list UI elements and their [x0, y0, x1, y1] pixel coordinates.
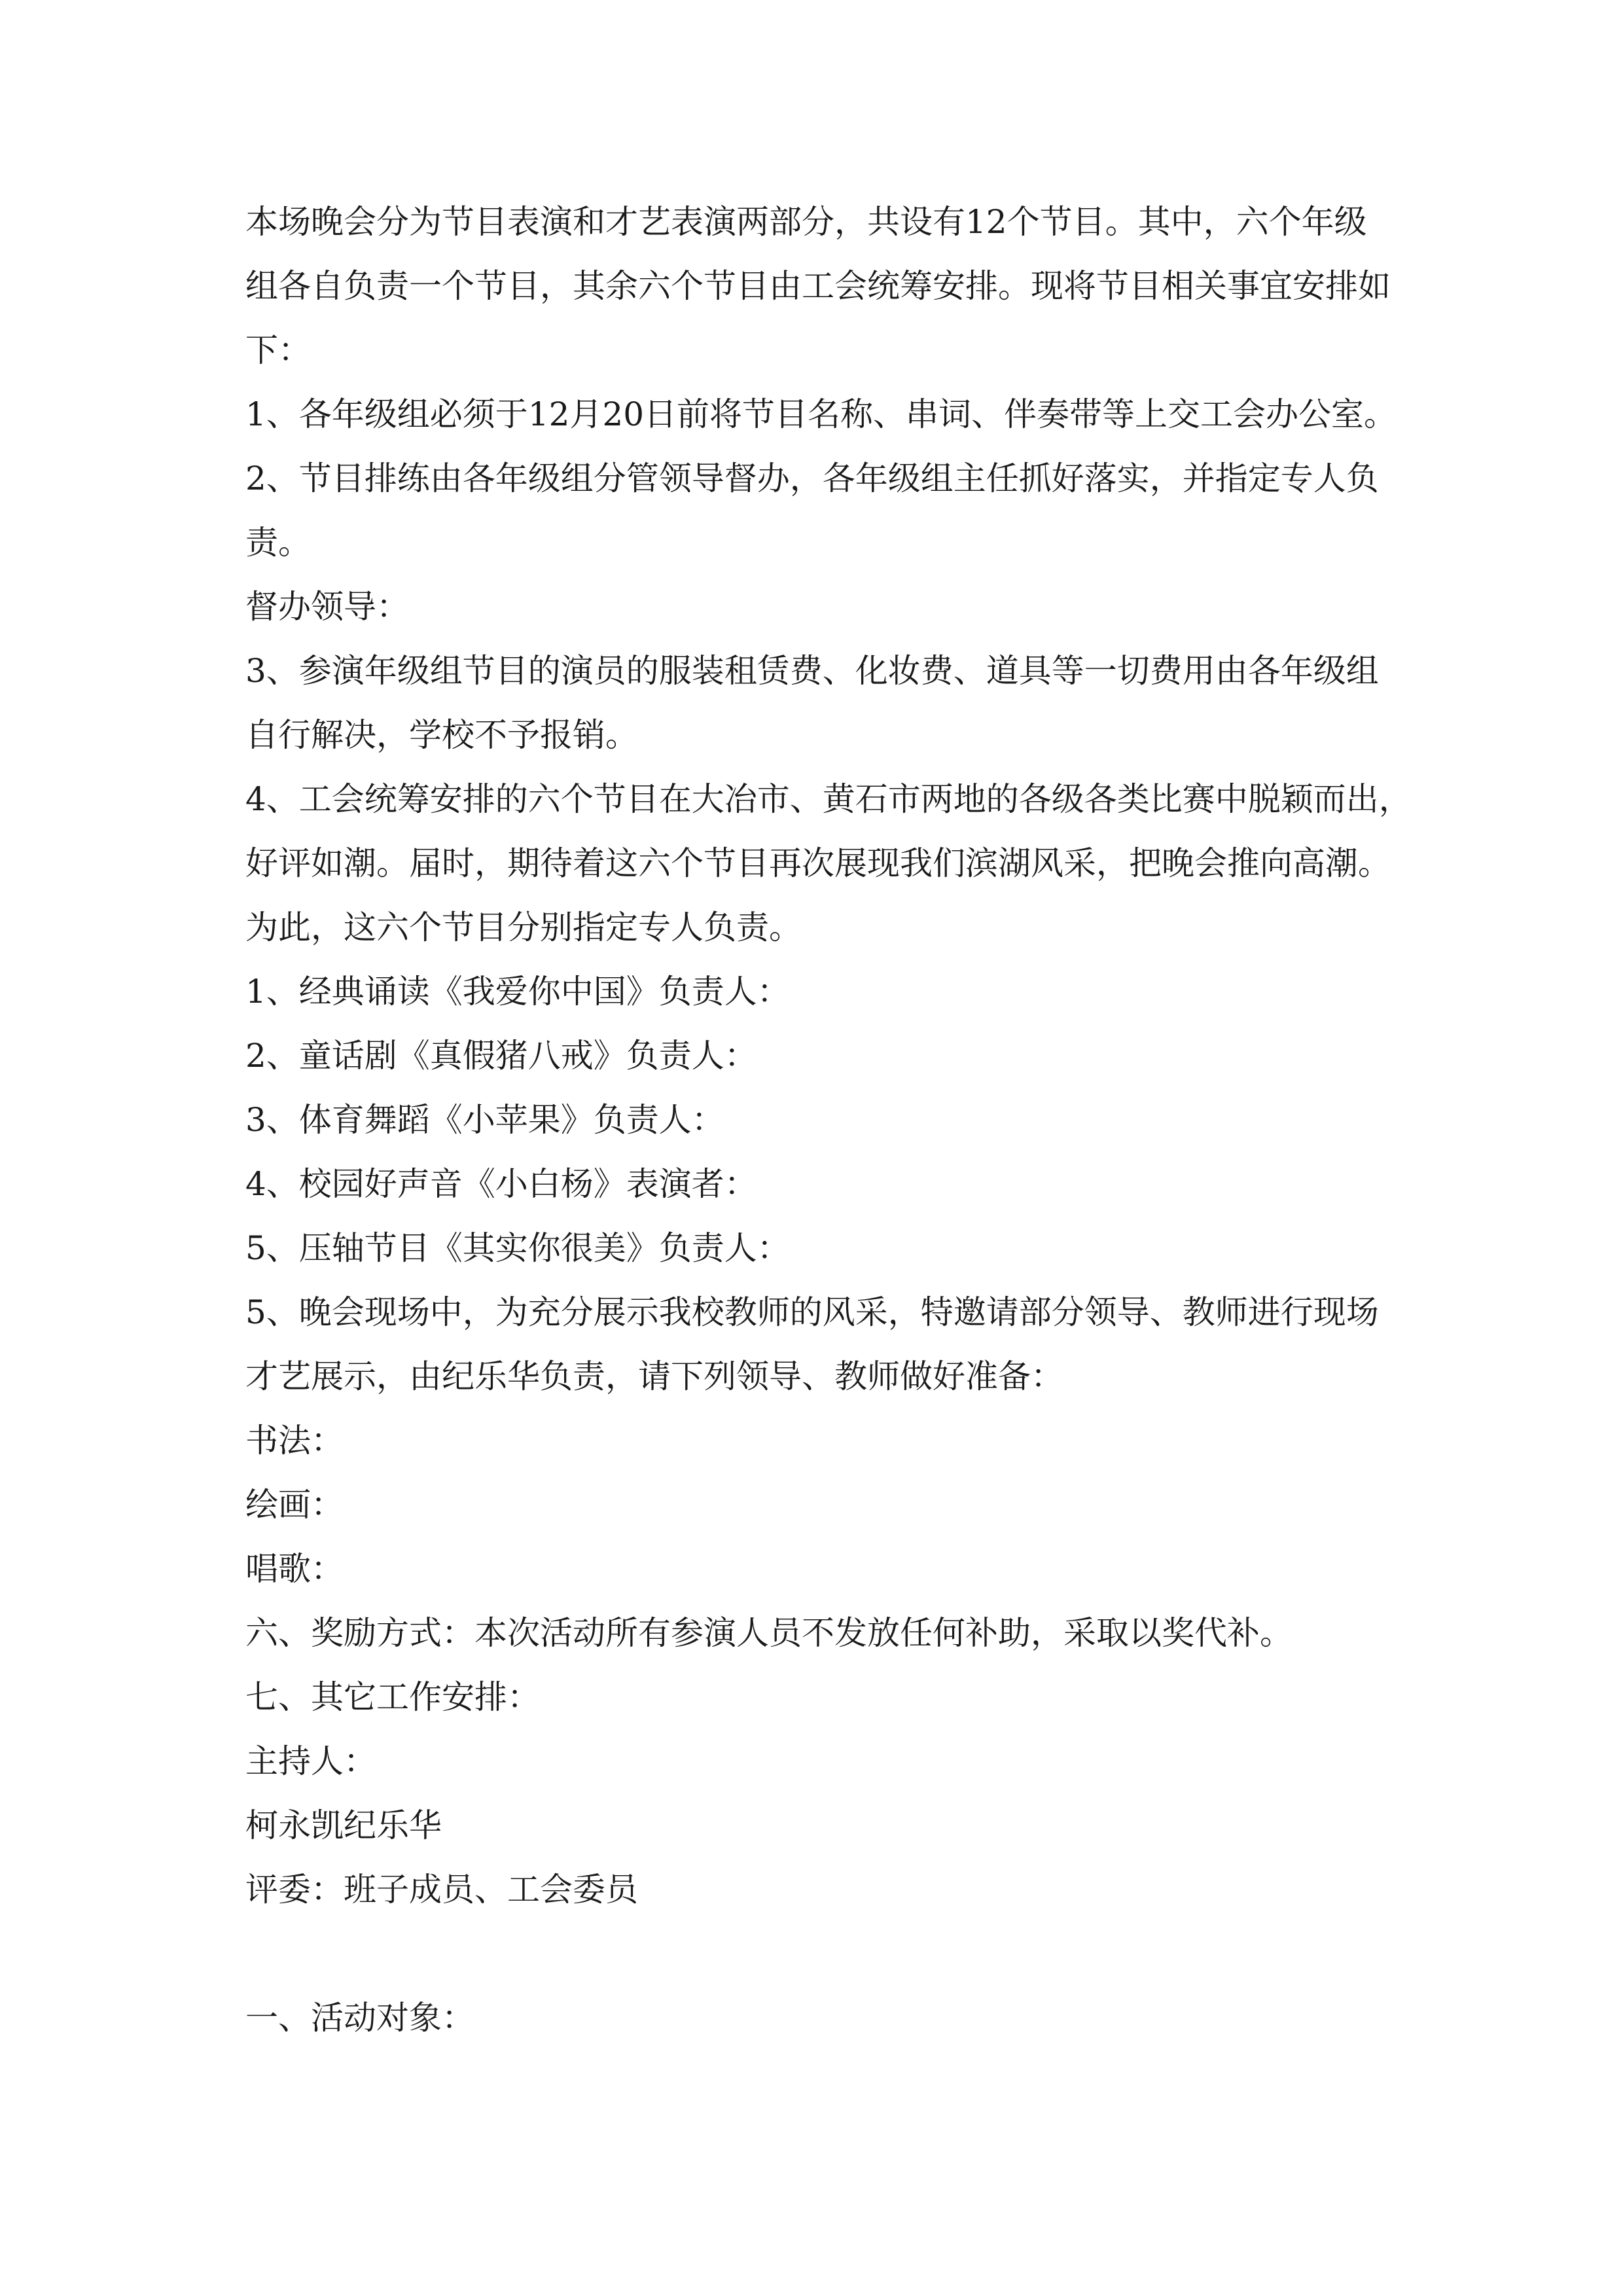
text-line: 3、参演年级组节目的演员的服装租赁费、化妆费、道具等一切费用由各年级组	[245, 652, 1379, 690]
text-line: 主持人：	[245, 1742, 376, 1780]
text-line: 1、各年级组必须于12月20日前将节目名称、串词、伴奏带等上交工会办公室。	[245, 395, 1397, 433]
text-line: 5、晚会现场中，为充分展示我校教师的风采，特邀请部分领导、教师进行现场	[245, 1293, 1379, 1331]
text-line: 唱歌：	[245, 1550, 344, 1588]
text-line: 2、童话剧《真假猪八戒》负责人：	[245, 1037, 757, 1075]
text-line: 3、体育舞蹈《小苹果》负责人：	[245, 1101, 724, 1139]
blank-gap	[245, 1922, 1397, 1986]
text-line: 下：	[245, 331, 311, 369]
text-line: 评委：班子成员、工会委员	[245, 1871, 638, 1909]
text-line: 七、其它工作安排：	[245, 1678, 540, 1716]
text-line: 2、节目排练由各年级组分管领导督办，各年级组主任抓好落实，并指定专人负	[245, 459, 1379, 497]
text-line: 督办领导：	[245, 588, 409, 626]
text-line: 才艺展示，由纪乐华负责，请下列领导、教师做好准备：	[245, 1357, 1063, 1395]
text-line: 好评如潮。届时，期待着这六个节目再次展现我们滨湖风采，把晚会推向高潮。	[245, 844, 1391, 882]
text-line: 书法：	[245, 1422, 344, 1460]
text-line: 5、压轴节目《其实你很美》负责人：	[245, 1229, 790, 1267]
section-heading: 一、活动对象：	[245, 1999, 474, 2037]
text-line: 4、工会统筹安排的六个节目在大冶市、黄石市两地的各级各类比赛中脱颖而出，	[245, 780, 1412, 818]
text-line: 本场晚会分为节目表演和才艺表演两部分，共设有12个节目。其中，六个年级	[245, 203, 1367, 241]
text-line: 1、经典诵读《我爱你中国》负责人：	[245, 973, 790, 1011]
text-line: 柯永凯纪乐华	[245, 1806, 442, 1844]
text-line: 绘画：	[245, 1486, 344, 1524]
text-line: 为此，这六个节目分别指定专人负责。	[245, 908, 802, 946]
text-line: 六、奖励方式：本次活动所有参演人员不发放任何补助，采取以奖代补。	[245, 1614, 1293, 1652]
text-line: 责。	[245, 524, 311, 562]
text-line: 4、校园好声音《小白杨》表演者：	[245, 1165, 757, 1203]
document-body	[245, 190, 1412, 2050]
text-line: 自行解决，学校不予报销。	[245, 716, 638, 754]
text-line: 组各自负责一个节目，其余六个节目由工会统筹安排。现将节目相关事宜安排如	[245, 267, 1391, 305]
